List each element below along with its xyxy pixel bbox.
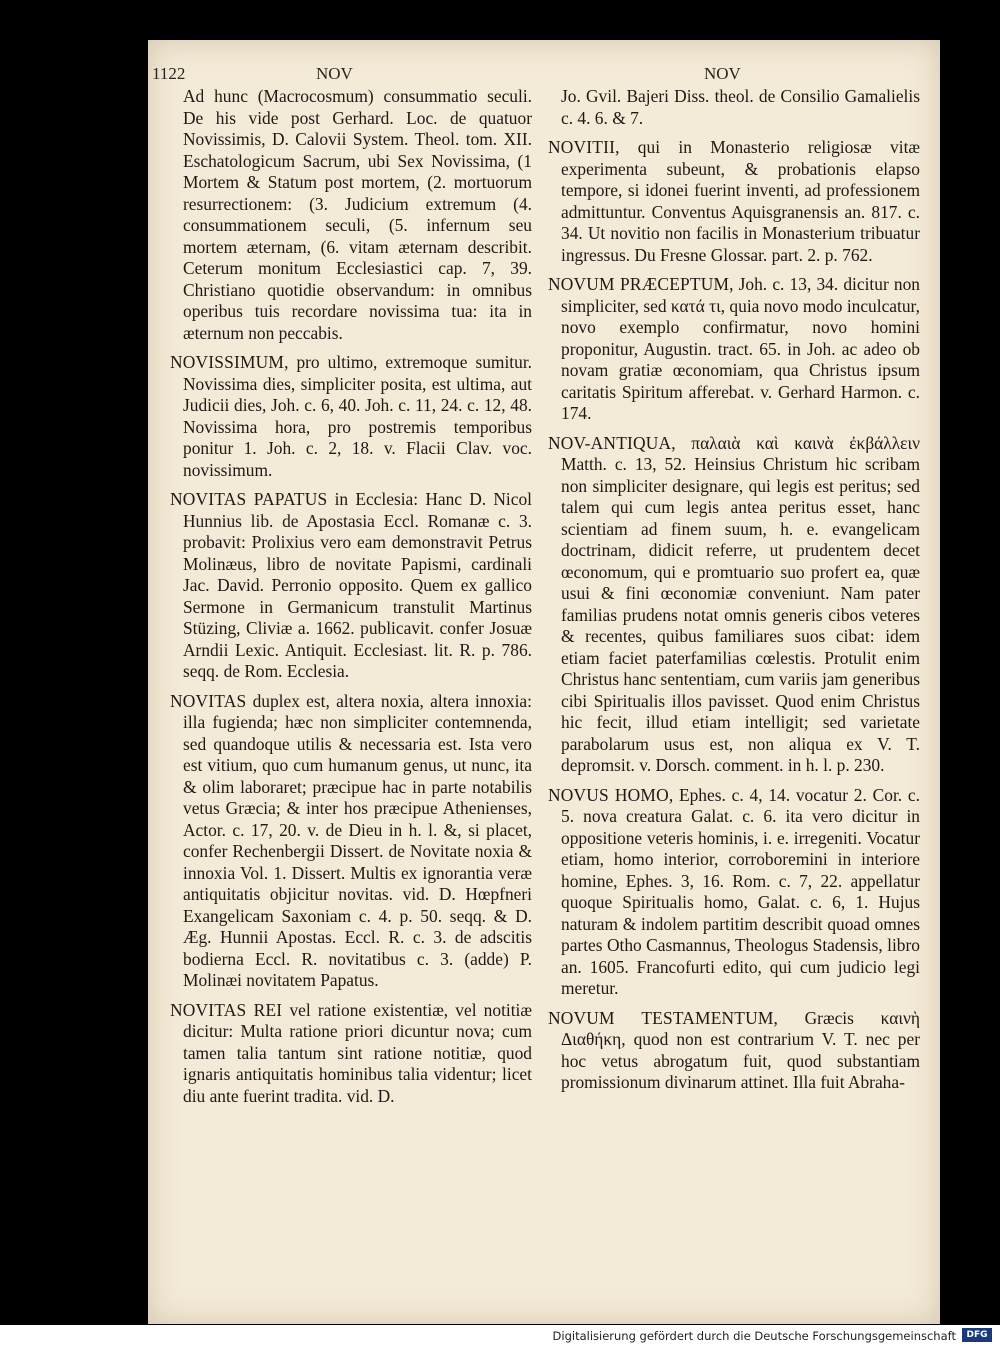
entry-novissimum: NOVISSIMUM, pro ultimo, extremoque sumitur. Novissima dies, simpliciter posita, est ultima, aut Judicii dies, Joh. c. 6, 40. Joh. c. 11, 24. c. 12, 48. Novissima hora, pro postremis temporibus ponitur 1. Joh. c. 2, 18. v. Flacii Clav. voc. novissimum. [170,352,532,480]
book-page [148,40,940,1324]
headword: NOVITAS REI [170,999,283,1020]
headword: NOVUM TESTAMENTUM [548,1007,774,1028]
left-running-head: NOV [316,64,353,83]
entry-novum-praeceptum: NOVUM PRÆCEPTUM, Joh. c. 13, 34. dicitur non simpliciter, sed κατά τι, quia novo modo inculcatur, novo exemplo confirmatur, novo homini proponitur, Augustin. tract. 65. in Joh. ac adeo ob novam gratiæ œconomiam, qua Christus ipsum caritatis Spiritum afferebat. v. Gerhard Harmon. c. 174. [548,274,920,423]
entry-novitas-rei: NOVITAS REI vel ratione existentiæ, vel notitiæ dicitur: Multa ratione priori dicuntur nova; cum tamen talia tantum sint ratione notitiæ, quod ignaris antiquitatis hominibus talia videntur; licet diu ante fuerint tradita. vid. D. [170,999,532,1106]
entry-novitas-papatus: NOVITAS PAPATUS in Ecclesia: Hanc D. Nicol Hunnius lib. de Apostasia Eccl. Romanæ c. 3. probavit: Prolixius vero eam demonstravit Petrus Molinæus, libro de novitate Papismi, cardinali Jac. David. Perronio opposito. Quem ex gallico Sermone in Germanicum transtulit Martinus Stüzing, Cliviæ a. 1662. publicavit. confer Josuæ Arndii Lexic. Antiquit. Ecclesiast. lit. R. p. 786. seqq. de Rom. Ecclesia. [170,489,533,681]
left-column [170,86,532,1115]
right-column [548,86,920,1102]
entry-novitas: NOVITAS duplex est, altera noxia, altera innoxia: illa fugienda; hæc non simpliciter contemnenda, sed quandoque utilis & necessaria est. Ista vero est vitium, quo cum humanum genus, ut nunc, ita & olim laboraret; præcipue hac in parte notabilis vetus Græcia; & inter hos præcipue Athenienses, Actor. c. 17, 20. v. de Dieu in h. l. &, si placet, confer Rechenbergii Dissert. de Novitate noxia & innoxia Vol. 1. Dissert. Multis ex ignorantia veræ antiquitatis objicitur novitas. vid. D. Hœpfneri Exangelicam Saxoniam c. 4. p. 50. seqq. & D. Æg. Hunnii Apostas. Eccl. R. c. 3. de adscitis bodierna Eccl. R. novitatibus c. 3. (adde) P. Molinæi novitatem Papatus. [170,690,532,990]
headword: NOVITII [548,137,616,157]
headword: NOVUS HOMO [548,784,669,805]
headword: NOVISSIMUM [170,352,285,372]
entry-continuation: Jo. Gvil. Bajeri Diss. theol. de Consilio Gamalielis c. 4. 6. & 7. [561,86,920,128]
dfg-logo: DFG [962,1328,992,1342]
entry-novus-homo: NOVUS HOMO, Ephes. c. 4, 14. vocatur 2. Cor. c. 5. nova creatura Galat. c. 6. ita vero dicitur in oppositione veteris hominis, i. e. irregeniti. Vocatur etiam, homo interior, corroboremini in interiore homine, Ephes. 3, 16. Rom. c. 7, 22. appellatur quoque Spiritualis homo, Galat. c. 6, 1. Hujus naturam & indolem partitim describit quoad omnes partes Otho Casmannus, Theologus Stadensis, libro an. 1605. Francofurti edito, qui cum judicio legi meretur. [548,784,920,998]
headword: NOVUM PRÆCEPTUM [548,274,730,294]
headword: NOVITAS [170,690,247,711]
footer-bar [0,1325,1000,1347]
entry-novum-testamentum: NOVUM TESTAMENTUM, Græcis καινὴ Διαθήκη, quod non est contrarium V. T. nec per hoc vetus abrogatum fuit, quod substantiam promissionum divinarum attinet. Illa fuit Abraha- [548,1007,920,1092]
right-running-head: NOV [704,64,741,83]
entry-novitii: NOVITII, qui in Monasterio religiosæ vitæ experimenta subeunt, & probationis elapso tempore, si idonei fuerint inventi, ad professionem admittuntur. Conventus Aquisgranensis an. 817. c. 34. Ut novitio non facilis in Monasterium tribuatur ingressus. Du Fresne Glossar. part. 2. p. 762. [548,137,920,265]
funding-notice: Digitalisierung gefördert durch die Deutsche Forschungsgemeinschaft [552,1329,956,1343]
headword: NOV-ANTIQUA [548,432,672,453]
headword: NOVITAS PAPATUS [170,489,328,509]
page-number: 1122 [152,64,186,83]
entry-continuation: Ad hunc (Macrocosmum) consummatio seculi. De his vide post Gerhard. Loc. de quatuor Novissimis, D. Calovii System. Theol. tom. XII. Eschatologicum Sacrum, ubi Sex Novissima, (1 Mortem & Statum post mortem, (2. mortuorum resurrectionem: (3. Judicium extremum (4. consummationem seculi, (5. infernum seu mortem æternam, (6. vitam æternam describit. Ceterum monitum Ecclesiastici cap. 7, 39. Christiano quotidie observandum: in omnibus operibus tuis recordare novissima tua: ita in æternum non peccabis. [183,86,532,343]
entry-nov-antiqua: NOV-ANTIQUA, παλαιὰ καὶ καινὰ ἐκβάλλειν Matth. c. 13, 52. Heinsius Christum hic scribam non simpliciter designare, qui legis est peritus; sed talem qui cum legis antea peritus esset, hanc scientiam ad finem suum, h. e. evangelicam doctrinam, didicit referre, ut prudentem decet œconomum, qui e promtuario suo profert ea, quæ usui & fini œconomiæ conveniunt. Nam pater familias prudens notat omnis generis cibos veteres & recentes, quibus familiares suos cibat: idem etiam faciet paterfamilias cœlestis. Protulit enim Christus hanc sententiam, cum variis jam generibus cibi Spiritualis illos pavisset. Quod enim Christus hic fecit, illud etiam intelligit; sed varietate parabolarum usus est, non aliqua ex V. T. depromsit. v. Dorsch. comment. in h. l. p. 230. [548,432,920,775]
